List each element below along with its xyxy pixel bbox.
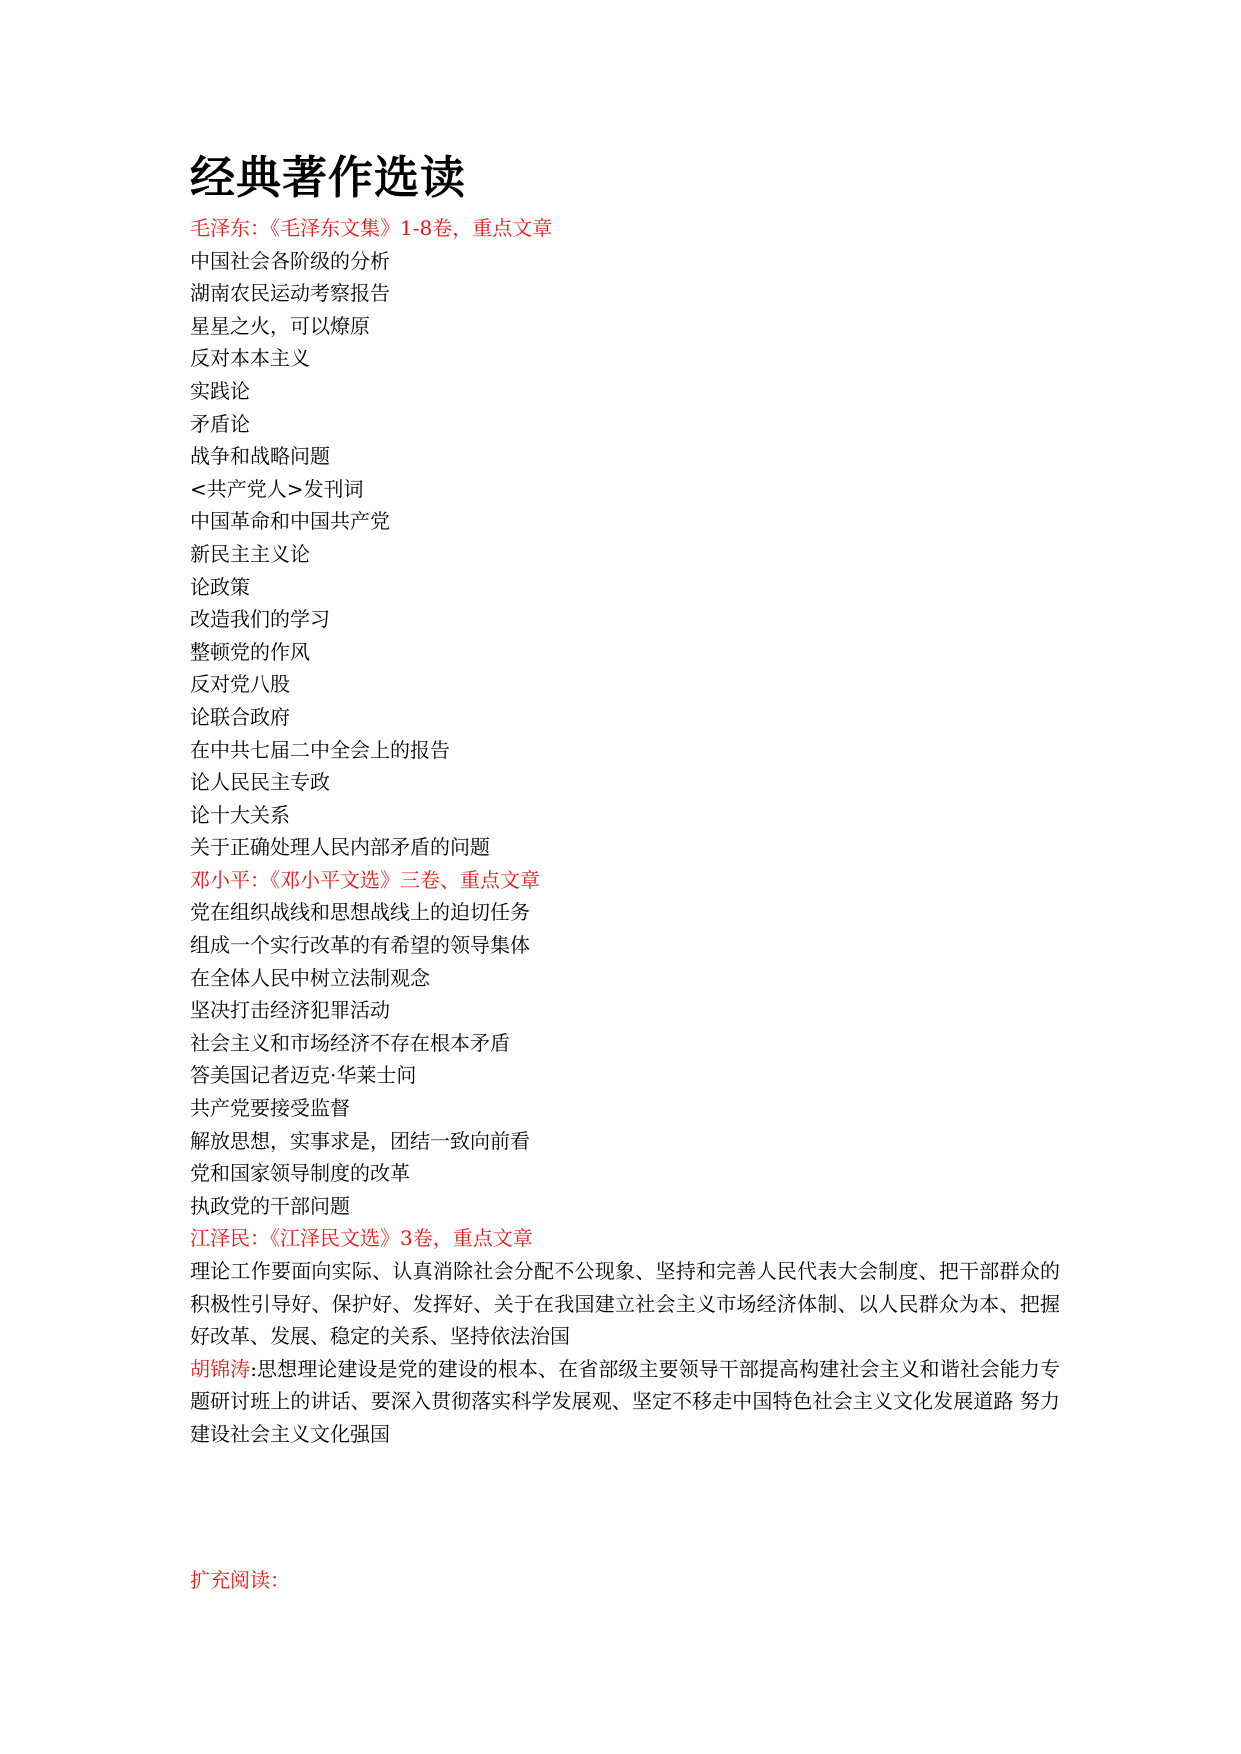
hu-paragraph xyxy=(190,1353,1060,1451)
deng-list xyxy=(190,896,1060,1222)
list-item: 矛盾论 xyxy=(190,411,250,436)
list-item: 坚决打击经济犯罪活动 xyxy=(190,998,390,1023)
list-item: 解放思想，实事求是，团结一致向前看 xyxy=(190,1128,530,1153)
document-page xyxy=(190,150,1060,1596)
mao-heading: 毛泽东：《毛泽东文集》1-8卷，重点文章 xyxy=(190,216,553,240)
list-item: 反对党八股 xyxy=(190,672,290,697)
list-item: 战争和战略问题 xyxy=(190,444,330,469)
list-item: 星星之火，可以燎原 xyxy=(190,313,370,338)
list-item: 湖南农民运动考察报告 xyxy=(190,281,390,306)
list-item: 反对本本主义 xyxy=(190,346,310,371)
list-item: 论十大关系 xyxy=(190,802,290,827)
list-item: 论人民民主专政 xyxy=(190,770,330,795)
jiang-paragraph: 理论工作要面向实际、认真消除社会分配不公现象、坚持和完善人民代表大会制度、把干部群众的积极性引导好、保护好、发挥好、关于在我国建立社会主义市场经济体制、以人民群众为本、把握好改革、发展、稳定的关系、坚持依法治国 xyxy=(190,1259,1060,1349)
spacer xyxy=(190,1451,1060,1564)
extended-reading-heading: 扩充阅读： xyxy=(190,1567,290,1592)
list-item: 党在组织战线和思想战线上的迫切任务 xyxy=(190,900,530,925)
list-item: 组成一个实行改革的有希望的领导集体 xyxy=(190,933,530,958)
list-item: 实践论 xyxy=(190,378,250,403)
hu-heading: 胡锦涛 xyxy=(190,1356,251,1381)
list-item: 论联合政府 xyxy=(190,704,290,729)
list-item: 新民主主义论 xyxy=(190,541,310,566)
page-title: 经典著作选读 xyxy=(190,151,467,204)
deng-heading: 邓小平：《邓小平文选》三卷、重点文章 xyxy=(190,867,540,892)
hu-text: :思想理论建设是党的建设的根本、在省部级主要领导干部提高构建社会主义和谐社会能力专题研讨班上的讲话、要深入贯彻落实科学发展观、坚定不移走中国特色社会主义文化发展道路 努力建设社会主义文化强国 xyxy=(190,1356,1060,1446)
jiang-heading: 江泽民：《江泽民文选》3卷，重点文章 xyxy=(190,1226,533,1251)
list-item: 共产党要接受监督 xyxy=(190,1096,350,1121)
list-item: 执政党的干部问题 xyxy=(190,1193,350,1218)
list-item: <共产党人>发刊词 xyxy=(190,476,364,501)
mao-list xyxy=(190,245,1060,864)
list-item: 论政策 xyxy=(190,574,250,599)
list-item: 社会主义和市场经济不存在根本矛盾 xyxy=(190,1030,510,1055)
list-item: 答美国记者迈克·华莱士问 xyxy=(190,1063,417,1088)
list-item: 党和国家领导制度的改革 xyxy=(190,1161,410,1186)
list-item: 在全体人民中树立法制观念 xyxy=(190,965,430,990)
list-item: 在中共七届二中全会上的报告 xyxy=(190,737,450,762)
list-item: 改造我们的学习 xyxy=(190,607,330,632)
list-item: 整顿党的作风 xyxy=(190,639,310,664)
list-item: 关于正确处理人民内部矛盾的问题 xyxy=(190,835,490,860)
list-item: 中国革命和中国共产党 xyxy=(190,509,390,534)
list-item: 中国社会各阶级的分析 xyxy=(190,248,390,273)
